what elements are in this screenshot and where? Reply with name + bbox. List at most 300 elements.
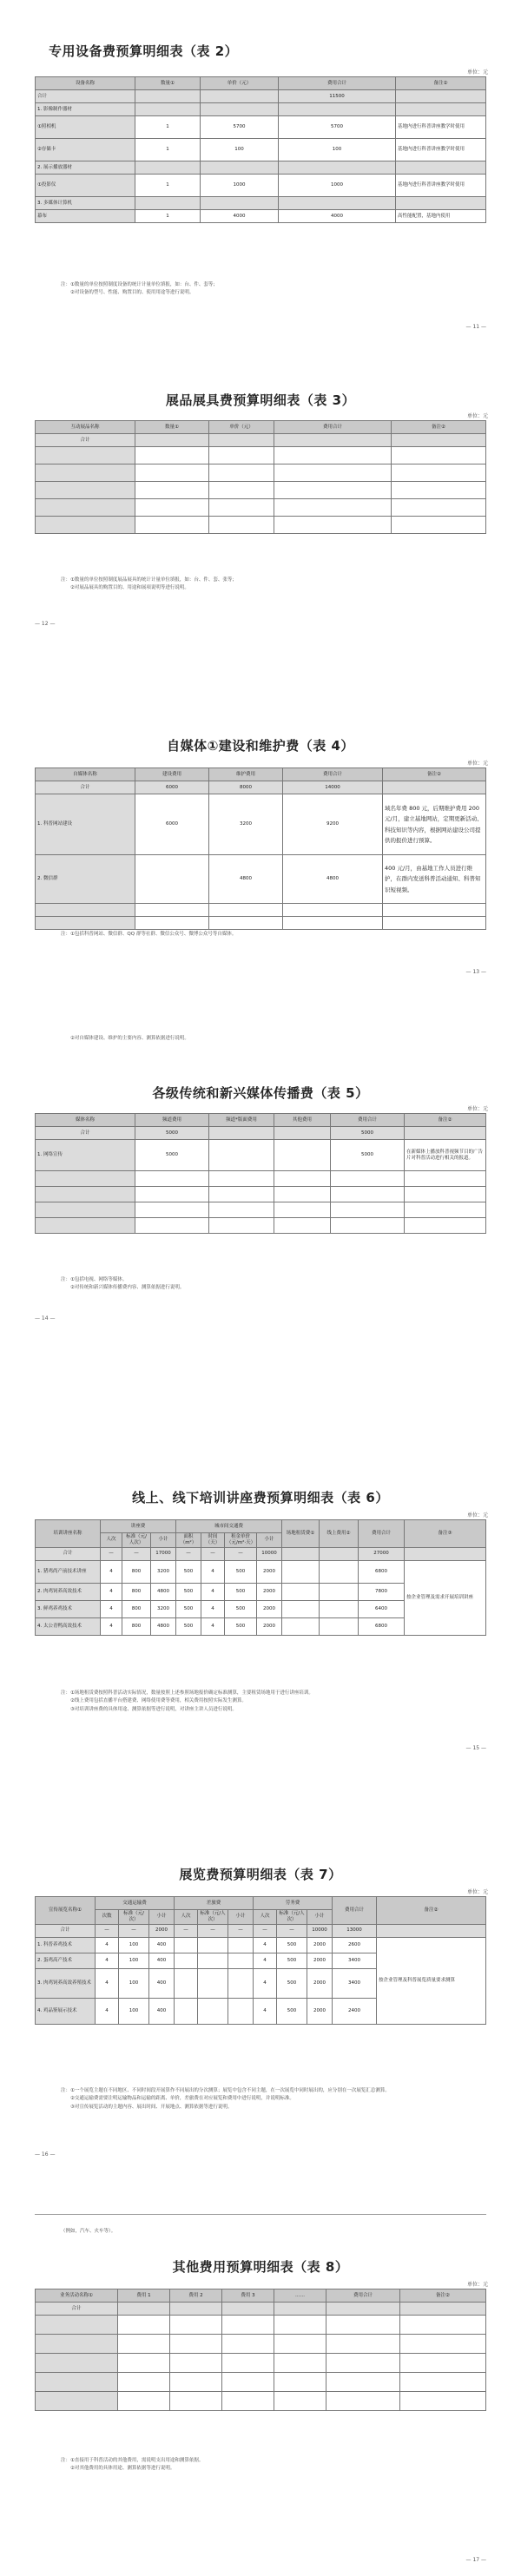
cell: 500 bbox=[225, 1560, 257, 1583]
row-total: 4800 bbox=[283, 855, 383, 904]
total-maint: 8000 bbox=[209, 781, 283, 794]
note-line: ③对培训讲座费的具体用途、测算依据等进行说明，对讲座主讲人员进行说明。 bbox=[70, 1706, 237, 1712]
total-cell: — bbox=[119, 1924, 149, 1937]
page-divider bbox=[35, 2214, 486, 2215]
cell: 500 bbox=[277, 1937, 307, 1953]
row-total: 5000 bbox=[331, 1140, 405, 1171]
table-row bbox=[36, 103, 486, 116]
col-subheader: 标准（元/人次） bbox=[122, 1533, 151, 1548]
col-header: 设备名称 bbox=[36, 77, 135, 90]
table-row bbox=[36, 1187, 486, 1202]
col-header: 其他费用 bbox=[274, 1114, 331, 1127]
cell: 7800 bbox=[359, 1583, 405, 1600]
total-b bbox=[209, 1127, 274, 1140]
cell: 2000 bbox=[307, 1953, 333, 1968]
table7-title: 展览费预算明细表（表 7） bbox=[179, 1867, 342, 1882]
table8-notes bbox=[61, 2457, 469, 2474]
cell: 4800 bbox=[151, 1617, 176, 1635]
cell: 4 bbox=[254, 1968, 277, 1998]
cell bbox=[175, 1953, 198, 1968]
cell: 4 bbox=[96, 1953, 119, 1968]
table-row bbox=[36, 2316, 486, 2335]
cell: 500 bbox=[277, 1998, 307, 2024]
total-build: 6000 bbox=[135, 781, 209, 794]
cell bbox=[198, 1968, 228, 1998]
row-name: 1. 科普养鸡技术 bbox=[36, 1937, 96, 1953]
cell: 100 bbox=[119, 1937, 149, 1953]
cell: 500 bbox=[176, 1583, 201, 1600]
cell: 3400 bbox=[333, 1968, 377, 1998]
cell bbox=[320, 1617, 359, 1635]
total-cell: — bbox=[201, 1547, 225, 1560]
col-header: 单价（元） bbox=[201, 77, 279, 90]
page-17 bbox=[0, 2223, 521, 2576]
cell: 4 bbox=[96, 1937, 119, 1953]
note-line: ②对展品展具的购置目的、用途和展项说明等进行说明。 bbox=[70, 585, 189, 591]
cell: 3200 bbox=[151, 1600, 176, 1617]
page-11 bbox=[0, 0, 521, 365]
table-row bbox=[36, 904, 486, 917]
total-cell: — bbox=[176, 1547, 201, 1560]
row-name: 3. 多媒体计算机 bbox=[36, 197, 135, 210]
table4-title: 自媒体①建设和维护费（表 4） bbox=[167, 738, 354, 754]
table4 bbox=[35, 768, 486, 930]
col-header: 讲座费 bbox=[101, 1520, 176, 1533]
row-name: 1. 科普网站建设 bbox=[36, 794, 135, 855]
col-header: 自媒体名称 bbox=[36, 768, 135, 781]
total-cell: — bbox=[122, 1547, 151, 1560]
col-subheader: 标准（元/次） bbox=[119, 1910, 149, 1925]
col-header: 备注③ bbox=[405, 1520, 486, 1548]
row-price: 5700 bbox=[201, 116, 279, 139]
col-header: 建设费用 bbox=[135, 768, 209, 781]
table-row bbox=[36, 499, 486, 517]
row-b bbox=[209, 1140, 274, 1171]
total-label: 合计 bbox=[36, 1924, 96, 1937]
row-name: 2. 展示播放器材 bbox=[36, 161, 135, 175]
col-header: …… bbox=[274, 2289, 326, 2303]
row-name: ②存储卡 bbox=[36, 139, 135, 161]
col-subheader: 人次 bbox=[254, 1910, 277, 1925]
row-note: 域名年费 800 元，后期维护费用 200 元/月，建立基地网站，定期更新活动、科技知识等内容，根据网站建设公司提供的报价进行预算。 bbox=[383, 794, 486, 855]
col-subheader: 小计 bbox=[257, 1533, 282, 1548]
total-cell: — bbox=[175, 1924, 198, 1937]
table4-unit: 单位：元 bbox=[466, 761, 488, 767]
row-name: 2. 微信群 bbox=[36, 855, 135, 904]
cell bbox=[175, 1968, 198, 1998]
table7-notes bbox=[61, 2087, 469, 2112]
cell bbox=[320, 1583, 359, 1600]
cell: 6800 bbox=[359, 1617, 405, 1635]
page-14 bbox=[0, 1051, 521, 1415]
row-name: 4. 鸡品鉴展示技术 bbox=[36, 1998, 96, 2024]
col-header: 费用合计 bbox=[326, 2289, 400, 2303]
cell bbox=[198, 1998, 228, 2024]
table-header-row bbox=[36, 1520, 486, 1533]
row-name: 2. 蛋鸡高产技术 bbox=[36, 1953, 96, 1968]
cell: 2000 bbox=[307, 1998, 333, 2024]
cell bbox=[228, 1937, 254, 1953]
row-price: 4000 bbox=[201, 210, 279, 223]
cell: 400 bbox=[149, 1998, 175, 2024]
table7-unit: 单位：元 bbox=[466, 1889, 488, 1895]
table3-title: 展品展具费预算明细表（表 3） bbox=[165, 392, 356, 408]
row-name: ①投影仪 bbox=[36, 175, 135, 197]
row-note: 基地内进行科普讲座教学时使用 bbox=[396, 116, 486, 139]
cell: 100 bbox=[119, 1953, 149, 1968]
col-header: 数量① bbox=[135, 77, 201, 90]
table-row bbox=[36, 2354, 486, 2373]
row-name: 4. 太公青鸭高效技术 bbox=[36, 1617, 101, 1635]
total-label: 合计 bbox=[36, 1127, 135, 1140]
note-line: 注：①一个展览主题在不同地区、不同时间段开展算作不同展出的分次测算；展览中包含不同主题，在一次展览中同时展出的，应分别在一次展览汇总测算。 bbox=[61, 2088, 390, 2093]
table5 bbox=[35, 1113, 486, 1234]
table5-title: 各级传统和新兴媒体传播费（表 5） bbox=[152, 1085, 369, 1101]
total-label: 合计 bbox=[36, 1547, 101, 1560]
table-row bbox=[36, 161, 486, 175]
total-cell: — bbox=[228, 1924, 254, 1937]
cell: 3400 bbox=[333, 1953, 377, 1968]
table3 bbox=[35, 420, 486, 534]
col-header: 备注② bbox=[396, 77, 486, 90]
col-header: 宣传展览名称① bbox=[36, 1897, 96, 1925]
row-name: 1. 猪鸡尚产前技术讲座 bbox=[36, 1560, 101, 1583]
col-header: 费用合计 bbox=[283, 768, 383, 781]
total-cell: — bbox=[277, 1924, 307, 1937]
note-line: ②对其他费用的具体用途、测算依据等进行说明。 bbox=[70, 2466, 175, 2472]
col-header: 维护费用 bbox=[209, 768, 283, 781]
note-line: 注：①数量的单位按照制度展品展具的统计计量单位填报，如：台、件、套、张等； bbox=[61, 577, 237, 583]
row-name: 1. 网络宣传 bbox=[36, 1140, 135, 1171]
col-header: 业务活动名称① bbox=[36, 2289, 118, 2303]
row-total: 4000 bbox=[279, 210, 396, 223]
total-cell: — bbox=[254, 1924, 277, 1937]
total-cell: 10000 bbox=[257, 1547, 282, 1560]
table-header-row bbox=[36, 1114, 486, 1127]
row-name: 3. 肉鸡饲养高效养殖技术 bbox=[36, 1968, 96, 1998]
table6 bbox=[35, 1519, 486, 1636]
note-line: 注：①包括电视、网络等媒体。 bbox=[61, 1277, 128, 1282]
total-row bbox=[36, 1127, 486, 1140]
note-line: 注：①直接用于科普活动的其他费用，需说明支出用途和测算依据。 bbox=[61, 2458, 204, 2463]
col-subheader: 小计 bbox=[149, 1910, 175, 1925]
col-header: 城市间交通费 bbox=[176, 1520, 282, 1533]
table-header-row bbox=[36, 1897, 486, 1910]
row-maint: 3200 bbox=[209, 794, 283, 855]
table4-notes-cont bbox=[61, 1035, 469, 1043]
cell bbox=[228, 1998, 254, 2024]
table-row bbox=[36, 1140, 486, 1171]
table5-unit: 单位：元 bbox=[466, 1106, 488, 1112]
row-qty: 1 bbox=[135, 116, 201, 139]
row-note: 基地内进行科普讲座教学时使用 bbox=[396, 139, 486, 161]
col-header: 差旅费 bbox=[175, 1897, 254, 1910]
table-row bbox=[36, 482, 486, 499]
table2-title: 专用设备费预算明细表（表 2） bbox=[49, 43, 239, 59]
row-note: 高性能配置，基地内使用 bbox=[396, 210, 486, 223]
cell: 500 bbox=[277, 1968, 307, 1998]
total-c bbox=[274, 1127, 331, 1140]
cell: 6400 bbox=[359, 1600, 405, 1617]
total-label: 合计 bbox=[36, 781, 135, 794]
cell bbox=[282, 1560, 320, 1583]
table-row bbox=[36, 2373, 486, 2392]
col-subheader: 小计 bbox=[228, 1910, 254, 1925]
cell bbox=[320, 1600, 359, 1617]
table8-unit: 单位：元 bbox=[466, 2282, 488, 2288]
cell: 2000 bbox=[307, 1968, 333, 1998]
table-row bbox=[36, 197, 486, 210]
cell: 4 bbox=[101, 1560, 122, 1583]
row-note: 按企业管理及科普展览质量要求测算 bbox=[377, 1937, 486, 2024]
total-cell bbox=[320, 1547, 359, 1560]
cell bbox=[282, 1600, 320, 1617]
col-header: 频道*版面费用 bbox=[209, 1114, 274, 1127]
cell: 4 bbox=[254, 1998, 277, 2024]
table-row bbox=[36, 2392, 486, 2411]
cell: 4 bbox=[254, 1953, 277, 1968]
page-16 bbox=[0, 1806, 521, 2223]
row-total: 5700 bbox=[279, 116, 396, 139]
page-15 bbox=[0, 1415, 521, 1806]
cell bbox=[282, 1617, 320, 1635]
col-header: 费用 1 bbox=[118, 2289, 170, 2303]
cell: 2000 bbox=[307, 1937, 333, 1953]
table-row bbox=[36, 1202, 486, 1218]
table-row bbox=[36, 139, 486, 161]
total-row bbox=[36, 1924, 486, 1937]
table8-title: 其他费用预算明细表（表 8） bbox=[172, 2259, 349, 2275]
cell: 100 bbox=[119, 1998, 149, 2024]
table2-notes bbox=[61, 281, 469, 298]
row-price: 100 bbox=[201, 139, 279, 161]
total-cell: — bbox=[225, 1547, 257, 1560]
page-number: — 17 — bbox=[465, 2557, 486, 2563]
note-line: 注：①数量的单位按照制度设备的统计计量单位填报，如：台、件、套等； bbox=[61, 282, 218, 287]
col-header: 费用 3 bbox=[222, 2289, 274, 2303]
col-header: 互动展品名称 bbox=[36, 421, 135, 434]
table-row bbox=[36, 175, 486, 197]
cell: 4 bbox=[96, 1998, 119, 2024]
col-header: 费用合计 bbox=[333, 1897, 377, 1925]
row-name: 1. 影像制作器材 bbox=[36, 103, 135, 116]
cell: 4 bbox=[201, 1617, 225, 1635]
note-line: 注：①场地租赁费按照科普活动实际情况，数量按照上述参照场地报价确定标准测算，主要租赁场地用于进行讲座培训。 bbox=[61, 1690, 313, 1696]
page-number: — 13 — bbox=[465, 969, 486, 975]
note-line: ③对宣传展览活动的主题内容、展出时间、开展地点、测算依据等进行说明。 bbox=[70, 2104, 233, 2110]
cell: 4 bbox=[201, 1583, 225, 1600]
page-12 bbox=[0, 365, 521, 669]
note-line: ②对设备的型号、性能、购置目的、使用用途等进行说明。 bbox=[70, 290, 195, 296]
cell: 400 bbox=[149, 1953, 175, 1968]
col-header: 培训讲座名称 bbox=[36, 1520, 101, 1548]
table-row bbox=[36, 116, 486, 139]
total-row bbox=[36, 781, 486, 794]
cell: 2000 bbox=[257, 1560, 282, 1583]
cell bbox=[198, 1953, 228, 1968]
col-subheader: 标准（元/人次） bbox=[198, 1910, 228, 1925]
cell: 100 bbox=[119, 1968, 149, 1998]
cell: 500 bbox=[225, 1583, 257, 1600]
page-number: — 12 — bbox=[35, 621, 56, 627]
col-header: 费用合计 bbox=[331, 1114, 405, 1127]
row-maint: 4800 bbox=[209, 855, 283, 904]
page-13 bbox=[0, 669, 521, 1051]
cell: 4 bbox=[101, 1617, 122, 1635]
total-label: 合计 bbox=[36, 434, 135, 447]
table-header-row bbox=[36, 421, 486, 434]
total-sum: 14000 bbox=[283, 781, 383, 794]
row-total: 9200 bbox=[283, 794, 383, 855]
total-row bbox=[36, 90, 486, 103]
cell: 4 bbox=[201, 1560, 225, 1583]
table7-top-note: （例如，汽车、火车等）。 bbox=[61, 2229, 116, 2234]
table-row bbox=[36, 210, 486, 223]
cell: 500 bbox=[225, 1600, 257, 1617]
col-header: 交通运输费 bbox=[96, 1897, 175, 1910]
cell: 800 bbox=[122, 1600, 151, 1617]
table-row bbox=[36, 855, 486, 904]
col-subheader: 面积（m²） bbox=[176, 1533, 201, 1548]
col-subheader: 人次 bbox=[175, 1910, 198, 1925]
page-number: — 16 — bbox=[35, 2151, 56, 2158]
cell: 2000 bbox=[257, 1583, 282, 1600]
total-cell: 27000 bbox=[359, 1547, 405, 1560]
total-cell: 10000 bbox=[307, 1924, 333, 1937]
col-header: 频道费用 bbox=[135, 1114, 209, 1127]
row-build: 6000 bbox=[135, 794, 209, 855]
table8 bbox=[35, 2289, 486, 2411]
col-subheader: 人次 bbox=[101, 1533, 122, 1548]
table-row bbox=[36, 517, 486, 534]
cell: 4 bbox=[201, 1600, 225, 1617]
total-cell: — bbox=[101, 1547, 122, 1560]
col-header: 费用合计 bbox=[279, 77, 396, 90]
col-header: 费用 2 bbox=[170, 2289, 222, 2303]
table-row bbox=[36, 917, 486, 930]
total-label: 合计 bbox=[36, 2303, 118, 2316]
col-header: 劳务费 bbox=[254, 1897, 333, 1910]
table3-notes bbox=[61, 576, 469, 593]
table-row bbox=[36, 794, 486, 855]
total-a: 5000 bbox=[135, 1127, 209, 1140]
cell: 3200 bbox=[151, 1560, 176, 1583]
row-total: 1000 bbox=[279, 175, 396, 197]
cell: 6800 bbox=[359, 1560, 405, 1583]
table-row bbox=[36, 1560, 486, 1583]
row-qty: 1 bbox=[135, 175, 201, 197]
table-row bbox=[36, 464, 486, 482]
total-row bbox=[36, 434, 486, 447]
total-cell: 13000 bbox=[333, 1924, 377, 1937]
cell bbox=[175, 1937, 198, 1953]
row-note: 基地内进行科普讲座教学时使用 bbox=[396, 175, 486, 197]
cell: 800 bbox=[122, 1617, 151, 1635]
cell: 500 bbox=[176, 1600, 201, 1617]
col-header: 备注② bbox=[377, 1897, 486, 1925]
table-header-row bbox=[36, 77, 486, 90]
total-row bbox=[36, 1547, 486, 1560]
row-name: 幕布 bbox=[36, 210, 135, 223]
total-value: 11500 bbox=[279, 90, 396, 103]
table-row bbox=[36, 2335, 486, 2354]
col-header: 备注② bbox=[400, 2289, 486, 2303]
note-line: ②对自媒体建设、维护的主要内容、测算依据进行说明。 bbox=[70, 1036, 189, 1041]
cell: 400 bbox=[149, 1968, 175, 1998]
cell: 4800 bbox=[151, 1583, 176, 1600]
cell: 400 bbox=[149, 1937, 175, 1953]
col-subheader: 标准（元/人次） bbox=[277, 1910, 307, 1925]
col-header: 单价（元） bbox=[209, 421, 274, 434]
cell: 800 bbox=[122, 1560, 151, 1583]
total-label: 合计 bbox=[36, 90, 135, 103]
row-build bbox=[135, 855, 209, 904]
table6-unit: 单位：元 bbox=[466, 1512, 488, 1519]
note-line: ②线上费用包括直播平台搭建费、网络使用费等费用，相关费用按照实际发生测算。 bbox=[70, 1698, 247, 1704]
cell: 2400 bbox=[333, 1998, 377, 2024]
cell: 2000 bbox=[257, 1617, 282, 1635]
row-note: 在新媒体上播放科普视频节目的广告片对科普活动进行相关的报道。 bbox=[405, 1140, 486, 1171]
row-total: 100 bbox=[279, 139, 396, 161]
cell: 2000 bbox=[257, 1600, 282, 1617]
total-cell: 2000 bbox=[149, 1924, 175, 1937]
table3-unit: 单位：元 bbox=[466, 413, 488, 419]
row-name: ①照相机 bbox=[36, 116, 135, 139]
cell: 4 bbox=[101, 1600, 122, 1617]
row-price: 1000 bbox=[201, 175, 279, 197]
col-subheader: 时间（天） bbox=[201, 1533, 225, 1548]
total-row bbox=[36, 2303, 486, 2316]
cell bbox=[320, 1560, 359, 1583]
cell: 500 bbox=[176, 1617, 201, 1635]
total-cell: — bbox=[198, 1924, 228, 1937]
col-header: 备注② bbox=[405, 1114, 486, 1127]
col-header: 线上费用② bbox=[320, 1520, 359, 1548]
cell: 500 bbox=[225, 1617, 257, 1635]
cell bbox=[228, 1953, 254, 1968]
page-number: — 14 — bbox=[35, 1315, 56, 1321]
row-name: 2. 肉鸡饲养高效技术 bbox=[36, 1583, 101, 1600]
page-number: — 11 — bbox=[465, 324, 486, 330]
col-subheader: 次数 bbox=[96, 1910, 119, 1925]
col-subheader: 租金单价（元/m²·天） bbox=[225, 1533, 257, 1548]
total-cell bbox=[282, 1547, 320, 1560]
row-name: 3. 鲜鸡养鸡技术 bbox=[36, 1600, 101, 1617]
table2 bbox=[35, 76, 486, 223]
col-header: 费用合计 bbox=[274, 421, 392, 434]
total-cell: — bbox=[96, 1924, 119, 1937]
col-header: 场地租赁费① bbox=[282, 1520, 320, 1548]
cell bbox=[228, 1968, 254, 1998]
cell: 800 bbox=[122, 1583, 151, 1600]
table-row bbox=[36, 1218, 486, 1234]
cell: 2600 bbox=[333, 1937, 377, 1953]
note-line: 注：①包括科普网站、微信群、QQ 群等社群、微信公众号、微博公众号等自媒体。 bbox=[61, 932, 237, 937]
row-note: 400 元/月，由基地工作人员进行维护，在群内发送科普活动通知、科普知识短视频。 bbox=[383, 855, 486, 904]
col-header: 媒体名称 bbox=[36, 1114, 135, 1127]
cell: 4 bbox=[96, 1968, 119, 1998]
row-qty: 1 bbox=[135, 139, 201, 161]
cell: 500 bbox=[176, 1560, 201, 1583]
cell: 4 bbox=[101, 1583, 122, 1600]
col-header: 费用合计 bbox=[359, 1520, 405, 1548]
col-subheader: 小计 bbox=[151, 1533, 176, 1548]
table7 bbox=[35, 1896, 486, 2025]
row-note: 按企业管理及需求开展培训讲座 bbox=[405, 1560, 486, 1635]
total-cell: 17000 bbox=[151, 1547, 176, 1560]
table-row bbox=[36, 1937, 486, 1953]
col-header: 备注② bbox=[383, 768, 486, 781]
